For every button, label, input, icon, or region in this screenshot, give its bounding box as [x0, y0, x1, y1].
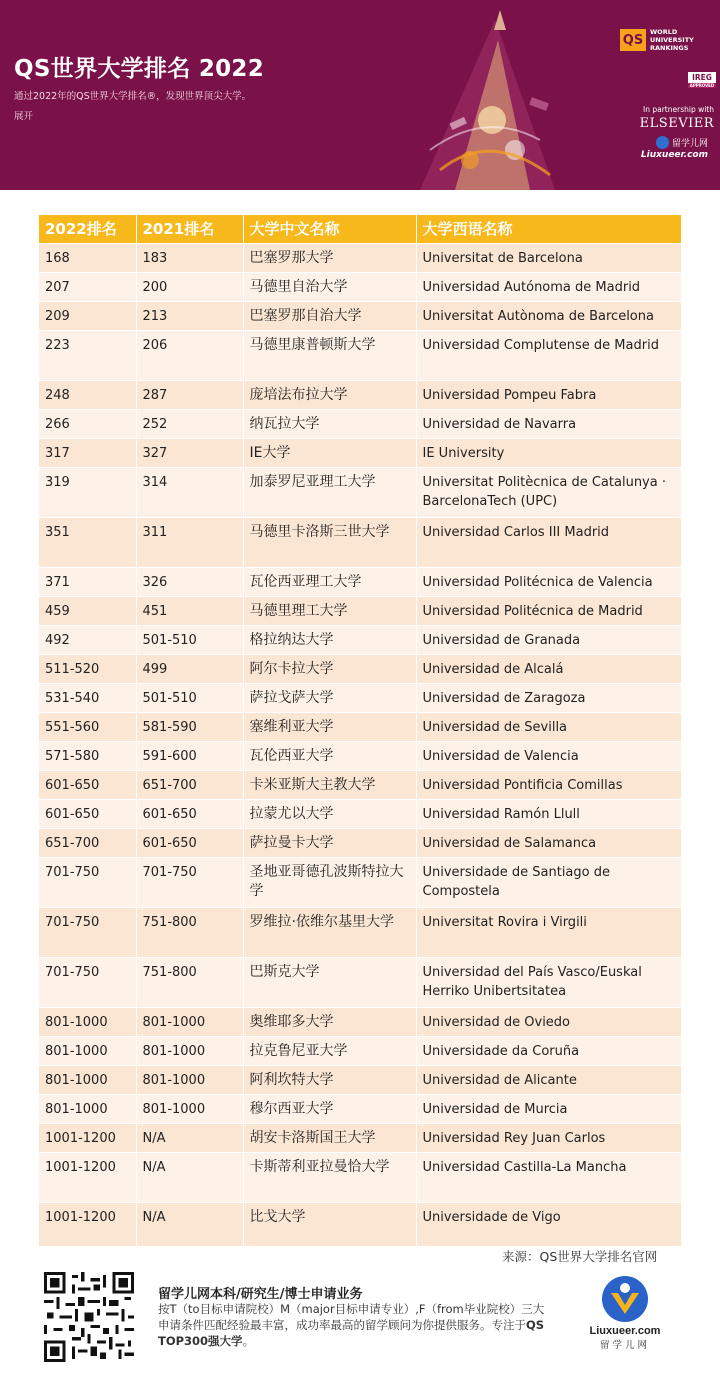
footer-description	[158, 1301, 550, 1349]
cell-spanish-name: Universidad de Alicante	[416, 1065, 681, 1094]
cell-rank-2022: 207	[39, 272, 136, 301]
cell-rank-2022: 801-1000	[39, 1094, 136, 1123]
table-row	[39, 1065, 681, 1094]
table-row	[39, 770, 681, 799]
cell-chinese-name: 纳瓦拉大学	[243, 409, 416, 438]
cell-rank-2021: 601-650	[136, 799, 243, 828]
table-row	[39, 907, 681, 957]
cell-chinese-name: 萨拉曼卡大学	[243, 828, 416, 857]
cell-spanish-name: Universidad Pompeu Fabra	[416, 380, 681, 409]
cell-spanish-name: Universitat Rovira i Virgili	[416, 907, 681, 957]
cell-spanish-name: Universitat de Barcelona	[416, 243, 681, 272]
cell-spanish-name: Universidad Ramón Llull	[416, 799, 681, 828]
banner-subtitle: 通过2022年的QS世界大学排名®，发现世界顶尖大学。	[14, 91, 252, 102]
partnership-label: In partnership with	[643, 105, 714, 114]
table-row	[39, 828, 681, 857]
cell-chinese-name: 比戈大学	[243, 1202, 416, 1246]
cell-rank-2022: 531-540	[39, 683, 136, 712]
cell-spanish-name: Universitat Politècnica de Catalunya · BarcelonaTech (UPC)	[416, 467, 681, 517]
cell-rank-2022: 266	[39, 409, 136, 438]
footer-desc-text: 按T（to目标申请院校）M（major目标申请专业）,F（from毕业院校）三大申请条件匹配经验最丰富，成功率最高的留学顾问为你提供服务。专注于	[158, 1302, 545, 1332]
cell-spanish-name: Universidade da Coruña	[416, 1036, 681, 1065]
cell-rank-2022: 801-1000	[39, 1065, 136, 1094]
cell-rank-2022: 248	[39, 380, 136, 409]
cell-rank-2022: 701-750	[39, 907, 136, 957]
cell-rank-2022: 601-650	[39, 770, 136, 799]
elsevier-logo: ELSEVIER	[639, 116, 714, 131]
cell-spanish-name: Universidad de Salamanca	[416, 828, 681, 857]
cell-rank-2021: 751-800	[136, 957, 243, 1007]
qs-logo-word: WORLD	[650, 28, 678, 36]
cell-rank-2021: 801-1000	[136, 1036, 243, 1065]
table-row	[39, 567, 681, 596]
cell-rank-2022: 571-580	[39, 741, 136, 770]
liuxueer-icon	[656, 136, 669, 149]
cell-rank-2021: 314	[136, 467, 243, 517]
cell-chinese-name: 庞培法布拉大学	[243, 380, 416, 409]
table-row	[39, 517, 681, 567]
cell-spanish-name: Universidad de Granada	[416, 625, 681, 654]
source-note: 来源：QS世界大学排名官网	[502, 1249, 658, 1264]
table-row	[39, 741, 681, 770]
cell-rank-2022: 459	[39, 596, 136, 625]
cell-chinese-name: 塞维利亚大学	[243, 712, 416, 741]
cell-spanish-name: Universidad Carlos III Madrid	[416, 517, 681, 567]
column-header-2021-rank: 2021排名	[136, 215, 243, 243]
qs-logo-word: UNIVERSITY	[650, 36, 694, 44]
cell-chinese-name: 巴斯克大学	[243, 957, 416, 1007]
liuxueer-url: Liuxueer.com	[589, 1325, 661, 1337]
cell-rank-2022: 701-750	[39, 857, 136, 907]
cell-rank-2022: 209	[39, 301, 136, 330]
cell-rank-2022: 223	[39, 330, 136, 380]
cell-rank-2021: 499	[136, 654, 243, 683]
cell-rank-2021: 183	[136, 243, 243, 272]
cell-rank-2021: 206	[136, 330, 243, 380]
cell-rank-2022: 168	[39, 243, 136, 272]
footer-desc-highlight: QS TOP300强大学	[158, 1318, 545, 1348]
table-row	[39, 712, 681, 741]
table-row	[39, 438, 681, 467]
table-row	[39, 1036, 681, 1065]
table-row	[39, 1094, 681, 1123]
cell-spanish-name: Universidad Pontificia Comillas	[416, 770, 681, 799]
cell-rank-2021: 252	[136, 409, 243, 438]
qs-logo-word: RANKINGS	[650, 44, 689, 52]
cell-spanish-name: Universidad Politécnica de Madrid	[416, 596, 681, 625]
cell-rank-2022: 1001-1200	[39, 1123, 136, 1152]
column-header-2022-rank: 2022排名	[39, 215, 136, 243]
table-row	[39, 409, 681, 438]
cell-rank-2021: 287	[136, 380, 243, 409]
cell-chinese-name: 拉克鲁尼亚大学	[243, 1036, 416, 1065]
cell-spanish-name: Universidad de Zaragoza	[416, 683, 681, 712]
cell-chinese-name: 马德里理工大学	[243, 596, 416, 625]
footer-title: 留学儿网本科/研究生/博士申请业务	[158, 1287, 363, 1302]
cell-chinese-name: 巴塞罗那自治大学	[243, 301, 416, 330]
cell-rank-2021: 501-510	[136, 683, 243, 712]
cell-rank-2022: 801-1000	[39, 1036, 136, 1065]
cell-rank-2021: 751-800	[136, 907, 243, 957]
cell-rank-2021: 651-700	[136, 770, 243, 799]
cell-rank-2021: 451	[136, 596, 243, 625]
cell-chinese-name: 巴塞罗那大学	[243, 243, 416, 272]
cell-chinese-name: 胡安卡洛斯国王大学	[243, 1123, 416, 1152]
liuxueer-cn-name: 留学儿网	[599, 1340, 650, 1351]
liuxueer-logo-icon	[602, 1276, 648, 1322]
cell-rank-2021: 200	[136, 272, 243, 301]
cell-spanish-name: Universidade de Vigo	[416, 1202, 681, 1246]
table-header-row	[39, 215, 681, 243]
table-row	[39, 654, 681, 683]
page-title: QS世界大学排名 2022	[14, 56, 265, 82]
ireg-badge	[688, 72, 716, 88]
cell-rank-2021: N/A	[136, 1123, 243, 1152]
table-row	[39, 301, 681, 330]
cell-rank-2021: 801-1000	[136, 1065, 243, 1094]
cell-rank-2022: 1001-1200	[39, 1202, 136, 1246]
ireg-badge-sub: APPROVED	[689, 83, 715, 88]
cell-chinese-name: 穆尔西亚大学	[243, 1094, 416, 1123]
cell-spanish-name: Universidad del País Vasco/Euskal Herriko Unibertsitatea	[416, 957, 681, 1007]
table-row	[39, 380, 681, 409]
hero-banner	[0, 0, 720, 190]
cell-chinese-name: 马德里康普顿斯大学	[243, 330, 416, 380]
cell-rank-2021: 501-510	[136, 625, 243, 654]
cell-spanish-name: Universidad Autónoma de Madrid	[416, 272, 681, 301]
table-row	[39, 857, 681, 907]
cell-chinese-name: 瓦伦西亚大学	[243, 741, 416, 770]
liuxueer-logo	[588, 1276, 662, 1362]
cell-chinese-name: 罗维拉·依维尔基里大学	[243, 907, 416, 957]
cell-rank-2022: 371	[39, 567, 136, 596]
cell-chinese-name: IE大学	[243, 438, 416, 467]
cell-spanish-name: Universitat Autònoma de Barcelona	[416, 301, 681, 330]
cell-rank-2022: 601-650	[39, 799, 136, 828]
cell-spanish-name: Universidad de Oviedo	[416, 1007, 681, 1036]
cell-chinese-name: 阿利坎特大学	[243, 1065, 416, 1094]
table-row	[39, 1202, 681, 1246]
cell-rank-2021: N/A	[136, 1202, 243, 1246]
cell-rank-2022: 1001-1200	[39, 1152, 136, 1202]
cell-chinese-name: 萨拉戈萨大学	[243, 683, 416, 712]
cell-rank-2022: 701-750	[39, 957, 136, 1007]
table-row	[39, 1007, 681, 1036]
liuxueer-small-logo	[656, 136, 708, 149]
table-row	[39, 1123, 681, 1152]
cell-rank-2022: 317	[39, 438, 136, 467]
cell-chinese-name: 卡米亚斯大主教大学	[243, 770, 416, 799]
cell-spanish-name: Universidad de Sevilla	[416, 712, 681, 741]
cell-spanish-name: Universidad Castilla-La Mancha	[416, 1152, 681, 1202]
qs-rankings-logo	[620, 28, 694, 52]
cell-rank-2021: 213	[136, 301, 243, 330]
cell-spanish-name: Universidad de Murcia	[416, 1094, 681, 1123]
cell-spanish-name: Universidad de Navarra	[416, 409, 681, 438]
column-header-spanish-name: 大学西语名称	[416, 215, 681, 243]
cell-chinese-name: 阿尔卡拉大学	[243, 654, 416, 683]
cell-rank-2022: 319	[39, 467, 136, 517]
cell-spanish-name: Universidad de Valencia	[416, 741, 681, 770]
cell-rank-2022: 801-1000	[39, 1007, 136, 1036]
table-row	[39, 243, 681, 272]
table-row	[39, 625, 681, 654]
cell-rank-2022: 651-700	[39, 828, 136, 857]
cell-rank-2021: N/A	[136, 1152, 243, 1202]
cell-rank-2021: 601-650	[136, 828, 243, 857]
cell-rank-2021: 801-1000	[136, 1094, 243, 1123]
cell-spanish-name: Universidad Rey Juan Carlos	[416, 1123, 681, 1152]
cell-chinese-name: 格拉纳达大学	[243, 625, 416, 654]
cell-rank-2021: 801-1000	[136, 1007, 243, 1036]
cell-rank-2022: 492	[39, 625, 136, 654]
liuxueer-small-cn: 留学儿网	[671, 139, 708, 149]
table-row	[39, 799, 681, 828]
cell-rank-2021: 591-600	[136, 741, 243, 770]
table-row	[39, 957, 681, 1007]
table-row	[39, 272, 681, 301]
table-row	[39, 683, 681, 712]
cell-rank-2021: 311	[136, 517, 243, 567]
column-header-chinese-name: 大学中文名称	[243, 215, 416, 243]
cell-chinese-name: 圣地亚哥德孔波斯特拉大学	[243, 857, 416, 907]
cell-spanish-name: Universidad de Alcalá	[416, 654, 681, 683]
cell-spanish-name: IE University	[416, 438, 681, 467]
table-row	[39, 596, 681, 625]
table-row	[39, 330, 681, 380]
ranking-table	[39, 215, 681, 1246]
cell-chinese-name: 卡斯蒂利亚拉曼恰大学	[243, 1152, 416, 1202]
cell-chinese-name: 拉蒙尤以大学	[243, 799, 416, 828]
cell-rank-2021: 326	[136, 567, 243, 596]
cell-rank-2022: 511-520	[39, 654, 136, 683]
liuxueer-small-url: Liuxueer.com	[640, 150, 708, 160]
cell-spanish-name: Universidade de Santiago de Compostela	[416, 857, 681, 907]
cell-chinese-name: 加泰罗尼亚理工大学	[243, 467, 416, 517]
qr-code[interactable]	[44, 1272, 134, 1362]
expand-link[interactable]: 展开	[14, 111, 34, 122]
cell-spanish-name: Universidad Complutense de Madrid	[416, 330, 681, 380]
ireg-badge-main: IREG	[692, 73, 712, 82]
cell-chinese-name: 马德里自治大学	[243, 272, 416, 301]
cell-chinese-name: 马德里卡洛斯三世大学	[243, 517, 416, 567]
cell-rank-2021: 581-590	[136, 712, 243, 741]
footer-desc-end: 。	[242, 1334, 255, 1348]
table-row	[39, 467, 681, 517]
qs-logo-mark: QS	[620, 29, 646, 51]
cell-spanish-name: Universidad Politécnica de Valencia	[416, 567, 681, 596]
cell-rank-2022: 351	[39, 517, 136, 567]
rocket-illustration	[380, 0, 630, 190]
cell-rank-2022: 551-560	[39, 712, 136, 741]
table-row	[39, 1152, 681, 1202]
cell-rank-2021: 701-750	[136, 857, 243, 907]
cell-rank-2021: 327	[136, 438, 243, 467]
cell-chinese-name: 奥维耶多大学	[243, 1007, 416, 1036]
cell-chinese-name: 瓦伦西亚理工大学	[243, 567, 416, 596]
